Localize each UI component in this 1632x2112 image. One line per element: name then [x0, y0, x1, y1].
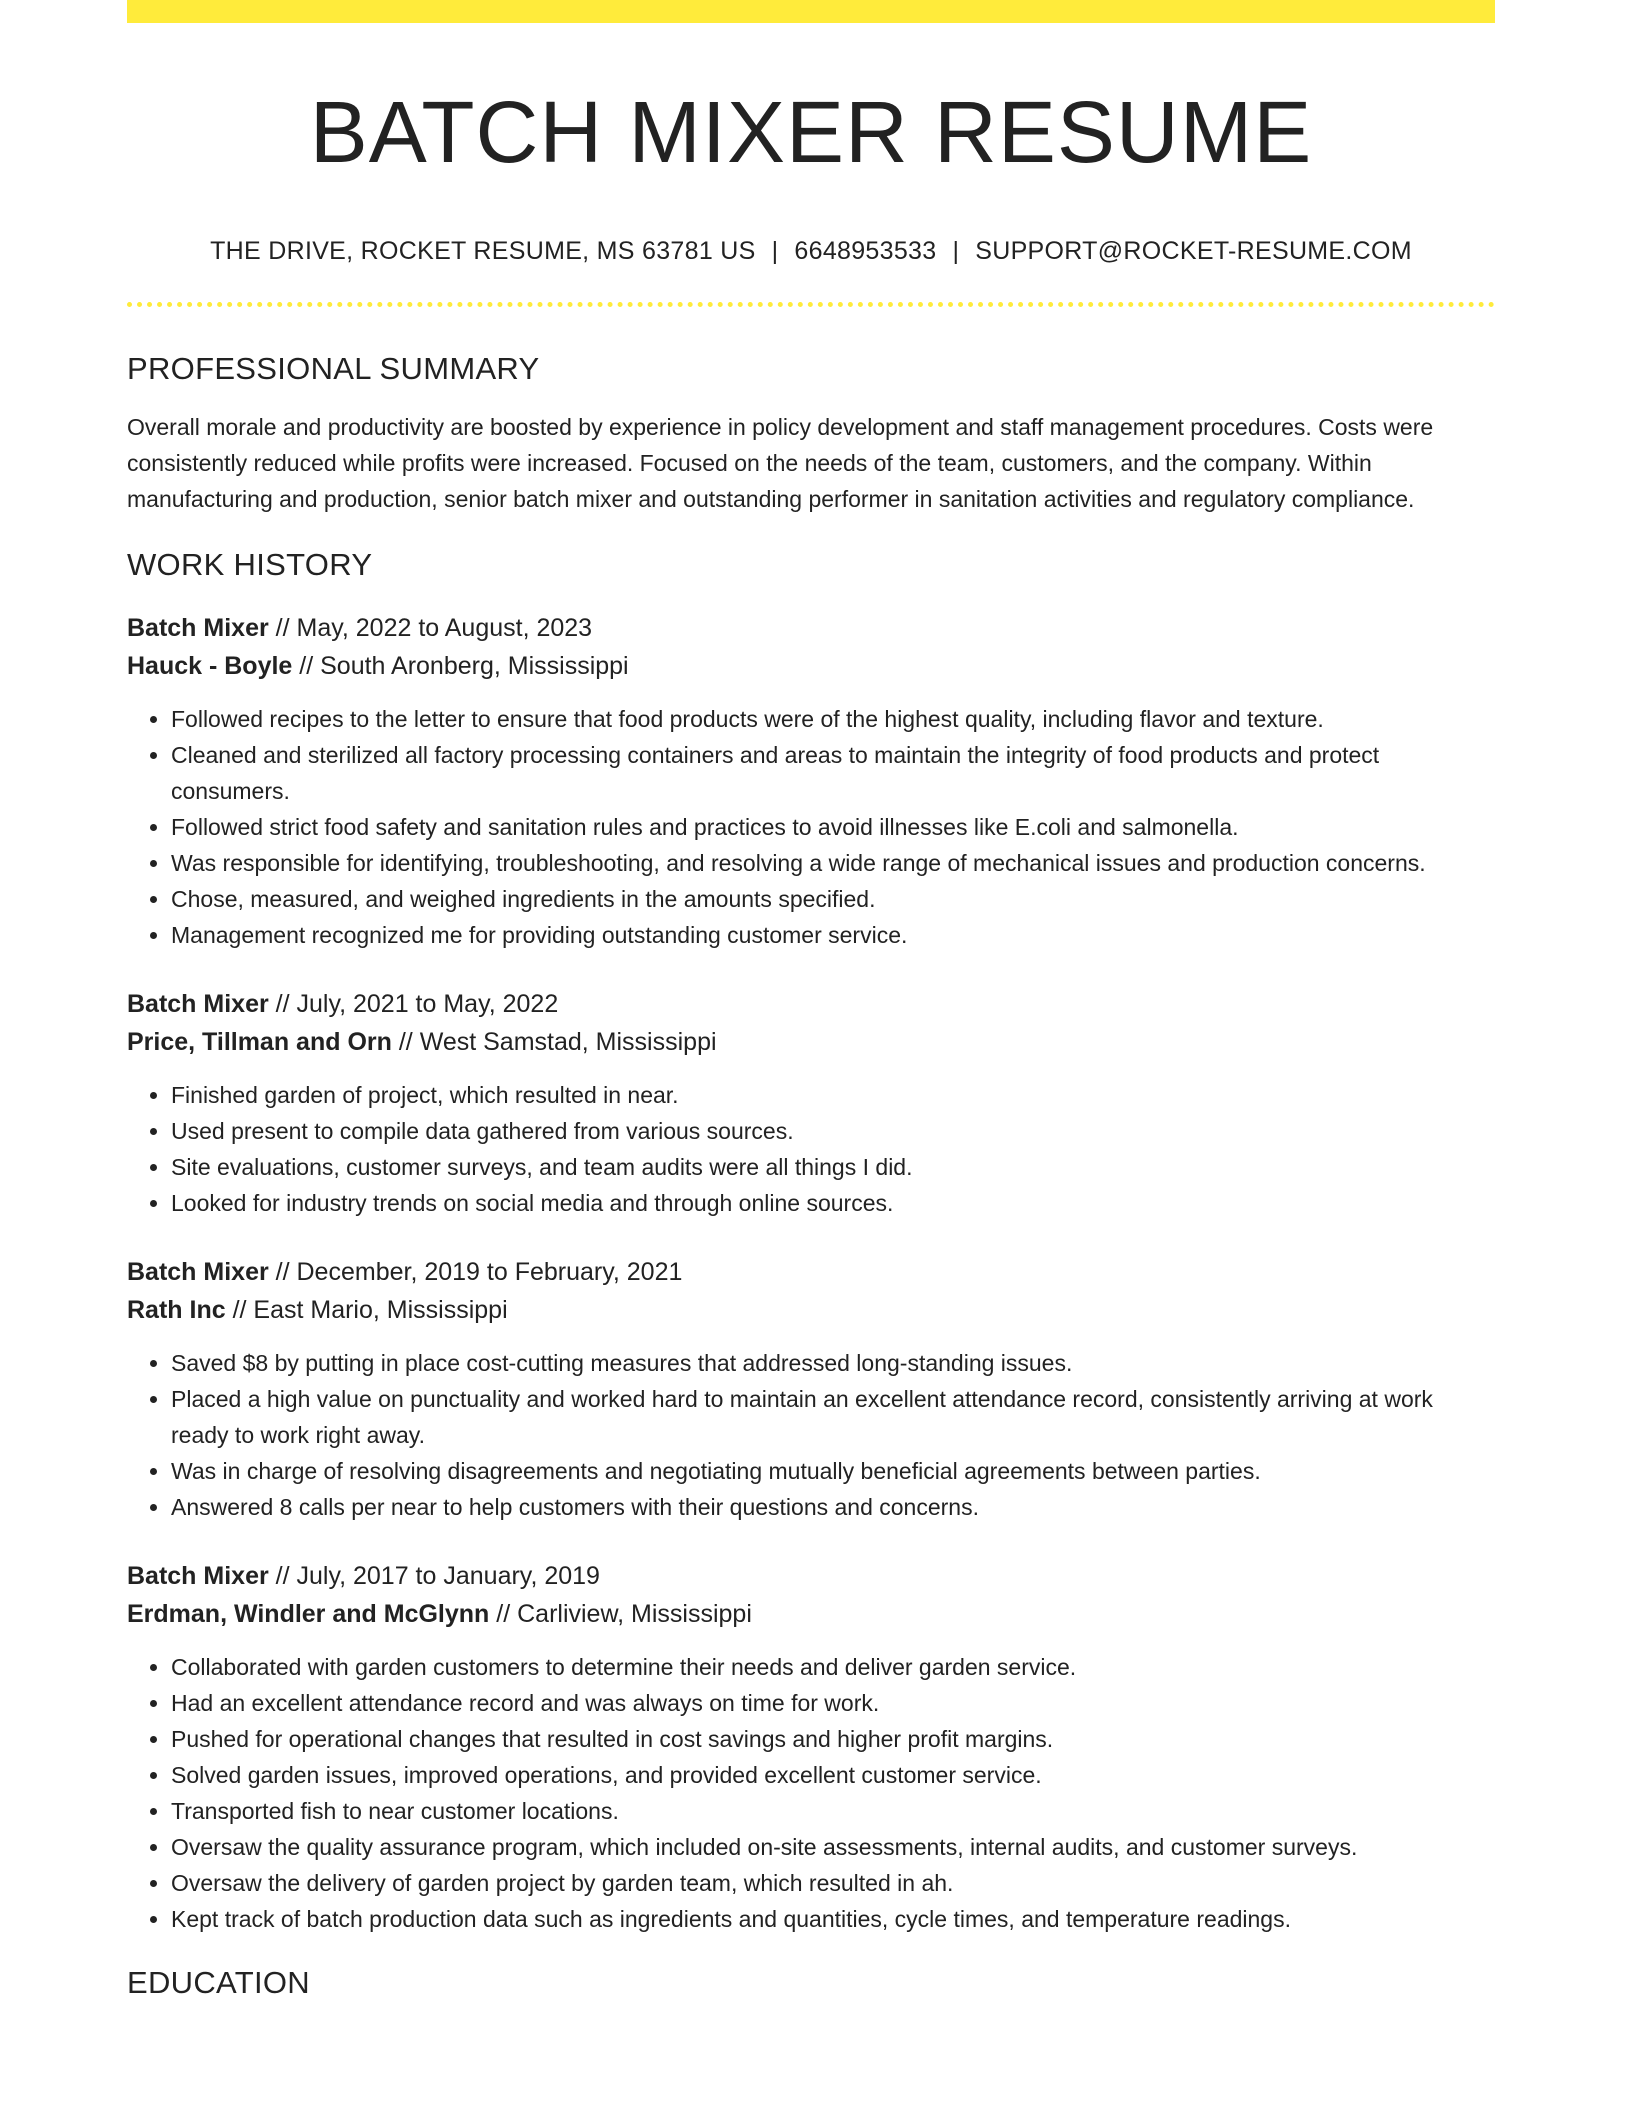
job-role: Batch Mixer — [127, 990, 269, 1019]
job-bullet: • Solved garden issues, improved operations, and provided excellent customer service. — [171, 1757, 1495, 1793]
job-bullet: • Placed a high value on punctuality and worked hard to maintain an excellent attendance record, consistently arriving at work ready to work right away. — [171, 1381, 1495, 1453]
job-company-line — [127, 1023, 1495, 1061]
job-bullet: • Transported fish to near customer locations. — [171, 1793, 1495, 1829]
job-dates: // July, 2017 to January, 2019 — [268, 1562, 600, 1591]
contact-email: SUPPORT@ROCKET-RESUME.COM — [975, 237, 1412, 266]
job-role-line — [127, 609, 1495, 647]
summary-heading: PROFESSIONAL SUMMARY — [127, 351, 540, 387]
job-role-line — [127, 1557, 1495, 1595]
job-company: Erdman, Windler and McGlynn — [127, 1600, 490, 1629]
job-bullet: • Followed strict food safety and sanitation rules and practices to avoid illnesses like E.coli and salmonella. — [171, 809, 1495, 845]
job-company-line — [127, 1291, 1495, 1329]
job-bullet: • Pushed for operational changes that resulted in cost savings and higher profit margins. — [171, 1721, 1495, 1757]
job-role: Batch Mixer — [127, 614, 269, 643]
job-location: // West Samstad, Mississippi — [391, 1028, 717, 1057]
job-bullet: • Was in charge of resolving disagreements and negotiating mutually beneficial agreements between parties. — [171, 1453, 1495, 1489]
job-bullet: • Finished garden of project, which resulted in near. — [171, 1077, 1495, 1113]
job-bullet: • Chose, measured, and weighed ingredients in the amounts specified. — [171, 881, 1495, 917]
job-bullet: • Was responsible for identifying, troubleshooting, and resolving a wide range of mechanical issues and production concerns. — [171, 845, 1495, 881]
contact-line — [127, 237, 1495, 266]
job-entry — [127, 1253, 1495, 1525]
job-bullet: • Had an excellent attendance record and was always on time for work. — [171, 1685, 1495, 1721]
contact-separator: | — [771, 237, 779, 266]
job-bullet: • Saved $8 by putting in place cost-cutting measures that addressed long-standing issues. — [171, 1345, 1495, 1381]
job-role: Batch Mixer — [127, 1562, 269, 1591]
job-bullet: • Site evaluations, customer surveys, and team audits were all things I did. — [171, 1149, 1495, 1185]
accent-top-bar — [127, 0, 1495, 23]
job-location: // East Mario, Mississippi — [225, 1296, 508, 1325]
job-location: // Carliview, Mississippi — [489, 1600, 752, 1629]
job-bullets — [127, 1649, 1495, 1937]
job-company: Price, Tillman and Orn — [127, 1028, 392, 1057]
contact-separator: | — [952, 237, 960, 266]
job-dates: // May, 2022 to August, 2023 — [268, 614, 593, 643]
job-bullet: • Collaborated with garden customers to determine their needs and deliver garden service. — [171, 1649, 1495, 1685]
job-bullet: • Answered 8 calls per near to help customers with their questions and concerns. — [171, 1489, 1495, 1525]
job-company: Rath Inc — [127, 1296, 226, 1325]
job-bullet: • Cleaned and sterilized all factory processing containers and areas to maintain the integrity of food products and protect consumers. — [171, 737, 1495, 809]
education-heading: EDUCATION — [127, 1965, 310, 2001]
job-bullet: • Oversaw the delivery of garden project by garden team, which resulted in ah. — [171, 1865, 1495, 1901]
job-bullet: • Followed recipes to the letter to ensure that food products were of the highest quality, including flavor and texture. — [171, 701, 1495, 737]
job-bullet: • Kept track of batch production data such as ingredients and quantities, cycle times, and temperature readings. — [171, 1901, 1495, 1937]
summary-text: Overall morale and productivity are boosted by experience in policy development and staff management procedures. Costs were consistently reduced while profits were increased. Focused on the needs of the team, customers, and the company. Within manufacturing and production, senior batch mixer and outstanding performer in sanitation activities and regulatory compliance. — [127, 414, 1434, 513]
job-entry — [127, 609, 1495, 953]
work-history-heading: WORK HISTORY — [127, 547, 373, 583]
job-bullets — [127, 1077, 1495, 1221]
job-role-line — [127, 985, 1495, 1023]
contact-phone: 6648953533 — [794, 237, 937, 266]
contact-address: THE DRIVE, ROCKET RESUME, MS 63781 US — [210, 237, 756, 266]
job-role: Batch Mixer — [127, 1258, 269, 1287]
job-bullet: • Management recognized me for providing outstanding customer service. — [171, 917, 1495, 953]
job-bullet: • Looked for industry trends on social media and through online sources. — [171, 1185, 1495, 1221]
job-entry — [127, 985, 1495, 1221]
job-bullet: • Used present to compile data gathered from various sources. — [171, 1113, 1495, 1149]
job-dates: // July, 2021 to May, 2022 — [268, 990, 559, 1019]
job-dates: // December, 2019 to February, 2021 — [268, 1258, 683, 1287]
job-role-line — [127, 1253, 1495, 1291]
job-bullets — [127, 701, 1495, 953]
job-company-line — [127, 1595, 1495, 1633]
job-location: // South Aronberg, Mississippi — [292, 652, 629, 681]
job-company: Hauck - Boyle — [127, 652, 293, 681]
job-bullets — [127, 1345, 1495, 1525]
job-entry — [127, 1557, 1495, 1937]
job-bullet: • Oversaw the quality assurance program, which included on-site assessments, internal audits, and customer surveys. — [171, 1829, 1495, 1865]
job-company-line — [127, 647, 1495, 685]
resume-page — [127, 0, 1495, 2001]
dotted-divider — [127, 302, 1495, 307]
resume-title: BATCH MIXER RESUME — [309, 84, 1313, 181]
